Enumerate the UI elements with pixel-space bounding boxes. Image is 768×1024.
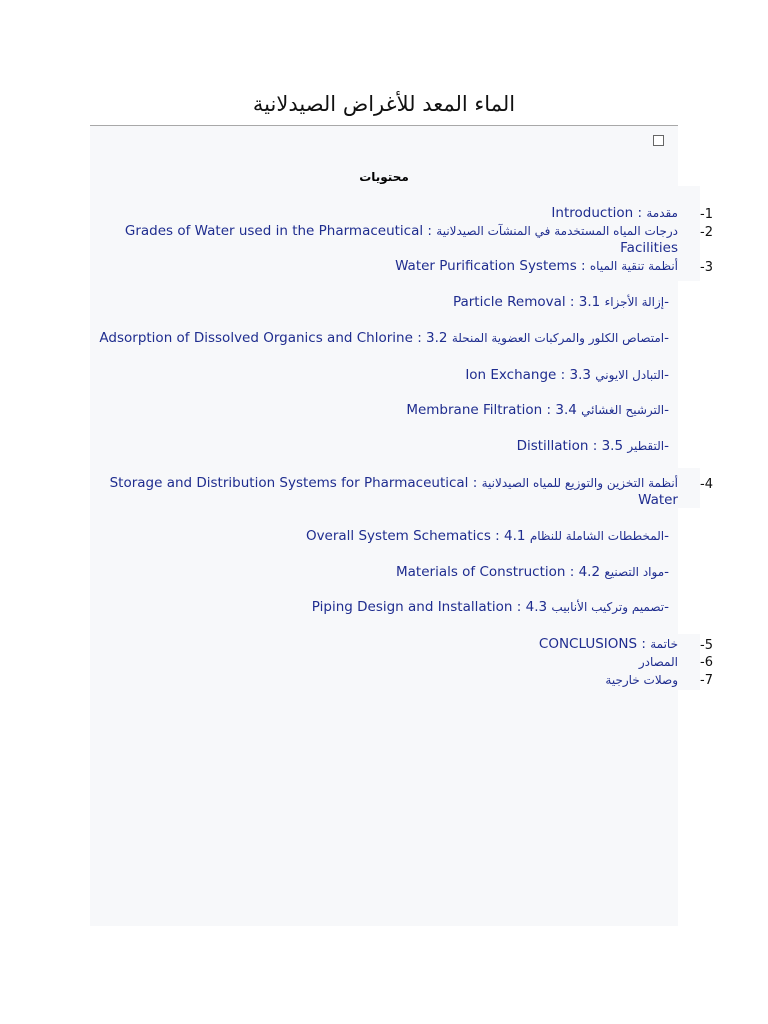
toc-number: 4.2-: [578, 564, 669, 580]
toc-link-system-schematics[interactable]: Overall System Schematics : المخططات الشاملة للنظام 4.1-: [305, 528, 669, 544]
toc-number: 4.3-: [525, 599, 669, 615]
toc-link-ar: وصلات خارجية: [605, 673, 678, 687]
toc-link-en: Distillation: [516, 438, 589, 454]
toc-link-en: Introduction: [551, 205, 634, 221]
toc-link-ar: مواد التصنيع: [604, 565, 665, 579]
toc-link-references[interactable]: [639, 654, 678, 671]
toc-link-ar: الترشيح الغشائي: [581, 403, 665, 417]
toc-link-grades-of-water[interactable]: Grades of Water used in the Pharmaceutical : درجات المياه المستخدمة في المنشآت الصيدلانية: [124, 223, 678, 239]
toc-number: -3: [700, 260, 713, 275]
toc-panel-edge: [678, 186, 700, 281]
toc-link-en: Piping Design and Installation: [311, 599, 513, 615]
toc-number: 4.1-: [504, 528, 669, 544]
toc-panel-edge: [678, 634, 700, 690]
toc-link-ar: درجات المياه المستخدمة في المنشآت الصيدلانية: [436, 224, 678, 238]
toc-link-particle-removal[interactable]: Particle Removal : إزالة الأجزاء 3.1-: [452, 294, 669, 310]
toc-link-en: Particle Removal: [452, 294, 566, 310]
toc-number: -6: [700, 655, 713, 670]
toc-link-en: Membrane Filtration: [406, 402, 543, 418]
toc-panel: [90, 126, 678, 926]
toc-link-ar: تصميم وتركيب الأنابيب: [551, 600, 665, 614]
toc-number: -5: [700, 638, 713, 653]
toc-link-en: Materials of Construction: [396, 564, 566, 580]
toc-link-ar: التقطير: [627, 439, 665, 453]
toc-link-ar: التبادل الايوني: [595, 368, 665, 382]
toc-link-ar: أنظمة التخزين والتوزيع للمياه الصيدلانية: [481, 476, 678, 490]
toc-link-en: CONCLUSIONS: [538, 636, 638, 652]
toc-number: -1: [700, 207, 713, 222]
page-title: الماء المعد للأغراض الصيدلانية: [252, 92, 516, 116]
toc-link-storage-distribution[interactable]: Storage and Distribution Systems for Pharmaceutical : أنظمة التخزين والتوزيع للمياه الصيدلانية: [109, 475, 678, 491]
toc-link-en: Adsorption of Dissolved Organics and Chlorine: [99, 330, 413, 346]
toc-number: -4: [700, 477, 713, 492]
toc-link-ar: امتصاص الكلور والمركبات العضوية المنحلة: [451, 331, 665, 345]
toc-panel-edge: [678, 468, 700, 508]
toc-number: 3.4-: [555, 402, 669, 418]
toc-link-piping-design[interactable]: Piping Design and Installation : تصميم وتركيب الأنابيب 4.3-: [311, 599, 669, 615]
contents-heading: محتويات: [359, 170, 409, 184]
toc-link-introduction[interactable]: Introduction : مقدمة: [551, 205, 678, 221]
toc-number: -7: [700, 673, 713, 688]
toc-link-ar: مقدمة: [646, 206, 678, 220]
toc-link-materials[interactable]: Materials of Construction : مواد التصنيع 4.2-: [396, 564, 669, 580]
toc-toggle-checkbox[interactable]: [653, 135, 664, 146]
toc-link-external-links[interactable]: [605, 672, 678, 689]
toc-link-ar: المخططات الشاملة للنظام: [529, 529, 665, 543]
toc-number: 3.3-: [569, 367, 669, 383]
toc-link-ion-exchange[interactable]: Ion Exchange : التبادل الايوني 3.3-: [465, 367, 669, 383]
toc-link-grades-of-water-cont[interactable]: [620, 240, 678, 257]
toc-link-en: Overall System Schematics: [305, 528, 491, 544]
toc-link-storage-distribution-cont[interactable]: [638, 492, 678, 509]
toc-link-water-purification[interactable]: Water Purification Systems : أنظمة تنقية المياه: [395, 258, 678, 274]
toc-link-ar: أنظمة تنقية المياه: [589, 259, 678, 273]
toc-number: 3.5-: [601, 438, 669, 454]
toc-number: 3.1-: [578, 294, 669, 310]
toc-link-en: Water Purification Systems: [395, 258, 577, 274]
toc-link-distillation[interactable]: Distillation : التقطير 3.5-: [516, 438, 669, 454]
toc-link-en: Ion Exchange: [465, 367, 557, 383]
toc-link-adsorption[interactable]: Adsorption of Dissolved Organics and Chlorine : امتصاص الكلور والمركبات العضوية المنحلة 3.2-: [99, 330, 669, 346]
toc-link-ar: المصادر: [638, 655, 678, 669]
toc-link-en: Facilities: [620, 240, 678, 256]
toc-link-en: Water: [638, 492, 678, 508]
toc-link-conclusions[interactable]: CONCLUSIONS : خاتمة: [538, 636, 678, 652]
toc-link-en: Grades of Water used in the Pharmaceutical: [124, 223, 424, 239]
toc-number: -2: [700, 225, 713, 240]
toc-link-en: Storage and Distribution Systems for Pharmaceutical: [109, 475, 469, 491]
toc-link-membrane-filtration[interactable]: Membrane Filtration : الترشيح الغشائي 3.4-: [406, 402, 669, 418]
toc-link-ar: خاتمة: [650, 637, 678, 651]
toc-number: 3.2-: [426, 330, 669, 346]
toc-link-ar: إزالة الأجزاء: [604, 295, 665, 309]
